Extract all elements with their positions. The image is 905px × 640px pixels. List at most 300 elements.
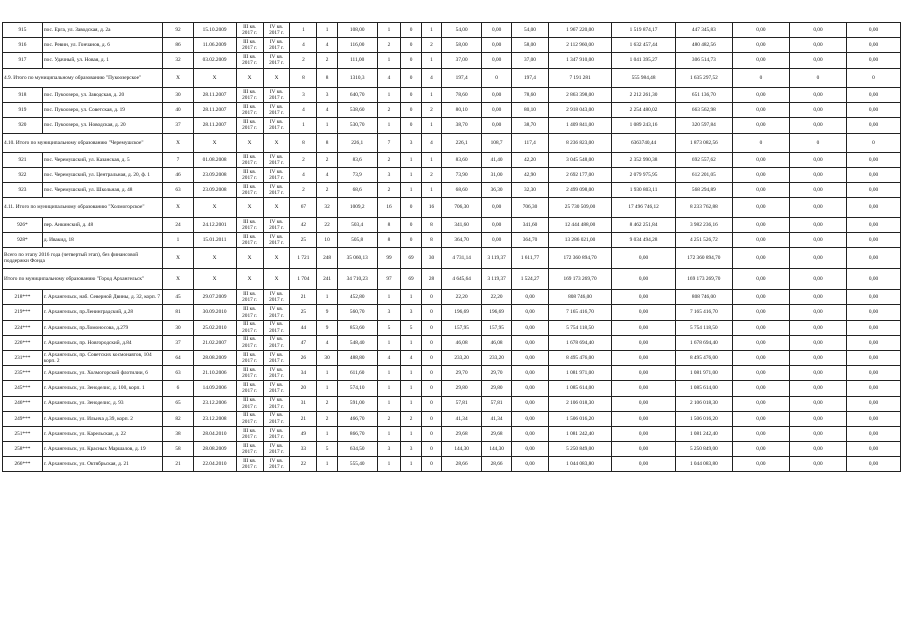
table-cell: 25 730 509,00 bbox=[548, 198, 612, 217]
table-cell: 4 bbox=[317, 335, 337, 350]
table-cell: 245*** bbox=[3, 381, 43, 396]
table-cell: 58 bbox=[163, 442, 193, 457]
table-cell: 0,00 bbox=[732, 457, 789, 472]
table-cell: 6 bbox=[163, 381, 193, 396]
table-cell: 1 678 694,40 bbox=[675, 335, 732, 350]
address-cell: г. Архангельск, пр. Советских космонавтов, 104 корп. 2 bbox=[42, 350, 163, 365]
table-cell: 8 bbox=[421, 233, 441, 248]
table-cell: 2 bbox=[377, 103, 401, 118]
table-cell: 0,00 bbox=[732, 183, 789, 198]
table-cell: X bbox=[193, 248, 236, 269]
table-cell: 3 bbox=[401, 133, 421, 152]
table-cell: 0,00 bbox=[789, 457, 846, 472]
table-cell: 0 bbox=[482, 68, 512, 87]
table-cell: 2 352 990,38 bbox=[612, 152, 676, 167]
table-cell: X bbox=[163, 198, 193, 217]
table-cell: III кв. 2017 г. bbox=[236, 396, 263, 411]
table-cell: 866,70 bbox=[337, 426, 377, 441]
table-cell: 4 bbox=[290, 168, 317, 183]
table-cell: 0,00 bbox=[789, 411, 846, 426]
table-cell: 23.09.2008 bbox=[193, 168, 236, 183]
table-cell: 21 bbox=[163, 457, 193, 472]
table-cell: III кв. 2017 г. bbox=[236, 168, 263, 183]
table-cell: 1 bbox=[377, 457, 401, 472]
table-cell: 0,00 bbox=[732, 442, 789, 457]
table-cell: 22,20 bbox=[482, 290, 512, 305]
table-cell: 1 721 bbox=[290, 248, 317, 269]
table-cell: 33 bbox=[290, 442, 317, 457]
table-cell: 0,00 bbox=[512, 366, 549, 381]
table-row bbox=[3, 168, 901, 183]
table-cell: 3 bbox=[377, 305, 401, 320]
table-cell: IV кв. 2017 г. bbox=[263, 53, 290, 68]
table-cell: X bbox=[236, 68, 263, 87]
table-cell: 37,00 bbox=[442, 53, 482, 68]
table-cell: 0,00 bbox=[789, 53, 846, 68]
table-cell: 1 bbox=[317, 426, 337, 441]
table-cell: 258*** bbox=[3, 442, 43, 457]
table-cell: 1 506 016,20 bbox=[548, 411, 612, 426]
table-cell: 1 044 083,80 bbox=[548, 457, 612, 472]
table-cell: 0,00 bbox=[732, 53, 789, 68]
table-cell: 8 495 476,00 bbox=[548, 350, 612, 365]
table-cell: 3 bbox=[401, 305, 421, 320]
table-cell: 4 bbox=[317, 103, 337, 118]
table-cell: 1 873 082,56 bbox=[675, 133, 732, 152]
table-cell: 2 918 043,00 bbox=[548, 103, 612, 118]
table-cell: IV кв. 2017 г. bbox=[263, 290, 290, 305]
table-cell: 0,00 bbox=[732, 168, 789, 183]
table-cell: 22,20 bbox=[442, 290, 482, 305]
total-label-cell: Итого по муниципальному образованию "Город Архангельск" bbox=[3, 269, 163, 290]
table-cell: 226,1 bbox=[337, 133, 377, 152]
table-cell: 78,60 bbox=[512, 87, 549, 102]
table-cell: 568 294,89 bbox=[675, 183, 732, 198]
table-cell: 1 bbox=[317, 23, 337, 38]
table-cell: 530,70 bbox=[337, 118, 377, 133]
table-cell: 0,00 bbox=[847, 217, 901, 232]
table-cell: 1 704 bbox=[290, 269, 317, 290]
table-cell: 1 081 971,00 bbox=[548, 366, 612, 381]
table-cell: 920 bbox=[3, 118, 43, 133]
table-cell: 0,00 bbox=[612, 290, 676, 305]
table-cell: 1 089 243,16 bbox=[612, 118, 676, 133]
table-cell: 0 bbox=[732, 68, 789, 87]
table-cell: 241 bbox=[317, 269, 337, 290]
table-cell: 116,00 bbox=[337, 38, 377, 53]
table-cell: 2 bbox=[290, 183, 317, 198]
table-cell: 4 bbox=[317, 168, 337, 183]
table-cell: 16 bbox=[377, 198, 401, 217]
table-cell: 923 bbox=[3, 183, 43, 198]
table-cell: 196,69 bbox=[442, 305, 482, 320]
table-cell: 0,00 bbox=[612, 426, 676, 441]
table-cell: 23.12.2008 bbox=[193, 411, 236, 426]
table-cell: 0,00 bbox=[732, 335, 789, 350]
table-row bbox=[3, 290, 901, 305]
table-cell: 37,00 bbox=[512, 53, 549, 68]
table-cell: 0,00 bbox=[847, 198, 901, 217]
table-cell: IV кв. 2017 г. bbox=[263, 103, 290, 118]
table-cell: 0 bbox=[421, 457, 441, 472]
table-cell: 44 bbox=[290, 320, 317, 335]
address-cell: пос. Черемушский, ул. Центральная, д. 20, ф. 1 bbox=[42, 168, 163, 183]
table-cell: 0,00 bbox=[512, 290, 549, 305]
table-cell: 0 bbox=[401, 118, 421, 133]
table-cell: 7 165 416,70 bbox=[675, 305, 732, 320]
table-cell: 3 119,37 bbox=[482, 248, 512, 269]
table-cell: 0 bbox=[421, 335, 441, 350]
table-cell: 25 bbox=[290, 305, 317, 320]
table-cell: 30 bbox=[317, 350, 337, 365]
table-cell: 42 bbox=[290, 217, 317, 232]
table-cell: 5 bbox=[317, 442, 337, 457]
table-cell: 29,70 bbox=[482, 366, 512, 381]
table-cell: IV кв. 2017 г. bbox=[263, 366, 290, 381]
table-cell: 480 482,56 bbox=[675, 38, 732, 53]
table-cell: 1 bbox=[401, 426, 421, 441]
table-cell: 82 bbox=[163, 411, 193, 426]
table-cell: 0,00 bbox=[482, 38, 512, 53]
table-cell: 7 bbox=[163, 152, 193, 167]
table-cell: 0,00 bbox=[789, 183, 846, 198]
table-row bbox=[3, 305, 901, 320]
table-cell: 0,00 bbox=[482, 233, 512, 248]
table-cell: 2 499 098,00 bbox=[548, 183, 612, 198]
table-cell: III кв. 2017 г. bbox=[236, 87, 263, 102]
table-cell: 0 bbox=[401, 217, 421, 232]
table-cell: 1 bbox=[317, 381, 337, 396]
table-cell: 01.08.2008 bbox=[193, 152, 236, 167]
total-label-cell: Всего по этапу 2016 года (четвертый этап), без финансовой поддержки Фонда bbox=[3, 248, 163, 269]
table-cell: 0 bbox=[401, 38, 421, 53]
table-cell: 4 bbox=[377, 68, 401, 87]
table-cell: 0,00 bbox=[732, 23, 789, 38]
table-cell: 22 bbox=[290, 457, 317, 472]
table-cell: 919 bbox=[3, 103, 43, 118]
table-cell: 0,00 bbox=[732, 320, 789, 335]
address-cell: г. Архангельск, ул. Красных Маршалов, д. 19 bbox=[42, 442, 163, 457]
table-cell: 2 106 018,30 bbox=[548, 396, 612, 411]
table-cell: 172 360 894,70 bbox=[548, 248, 612, 269]
table-cell: 1 bbox=[290, 118, 317, 133]
table-cell: 0,00 bbox=[612, 366, 676, 381]
table-cell: 1 bbox=[401, 396, 421, 411]
table-cell: 306 514,73 bbox=[675, 53, 732, 68]
table-cell: X bbox=[263, 68, 290, 87]
address-cell: пос. Пукоозеро, ул. Советская, д. 19 bbox=[42, 103, 163, 118]
table-cell: 92 bbox=[163, 23, 193, 38]
table-cell: X bbox=[193, 133, 236, 152]
table-cell: 2 bbox=[377, 411, 401, 426]
address-cell: д. Ивакид, 18 bbox=[42, 233, 163, 248]
table-cell: III кв. 2017 г. bbox=[236, 411, 263, 426]
table-cell: 917 bbox=[3, 53, 43, 68]
table-cell: 0 bbox=[789, 68, 846, 87]
table-cell: 172 360 894,70 bbox=[675, 248, 732, 269]
table-cell: 1 081 242,40 bbox=[548, 426, 612, 441]
table-cell: 0,00 bbox=[847, 290, 901, 305]
table-cell: 80,10 bbox=[442, 103, 482, 118]
table-row bbox=[3, 457, 901, 472]
table-cell: 21 bbox=[290, 411, 317, 426]
table-cell: IV кв. 2017 г. bbox=[263, 118, 290, 133]
table-cell: 0,00 bbox=[612, 396, 676, 411]
table-cell: 853,60 bbox=[337, 320, 377, 335]
table-cell: III кв. 2017 г. bbox=[236, 442, 263, 457]
table-cell: 0,00 bbox=[789, 290, 846, 305]
table-cell: 0 bbox=[421, 366, 441, 381]
table-cell: 0,00 bbox=[512, 411, 549, 426]
table-cell: III кв. 2017 г. bbox=[236, 305, 263, 320]
table-cell: 1 bbox=[421, 53, 441, 68]
table-cell: 73,9 bbox=[337, 168, 377, 183]
table-cell: 1 bbox=[421, 152, 441, 167]
table-cell: 45 bbox=[163, 290, 193, 305]
table-cell: X bbox=[163, 248, 193, 269]
table-cell: 9 034 494,28 bbox=[612, 233, 676, 248]
table-cell: 0 bbox=[732, 133, 789, 152]
table-cell: X bbox=[263, 198, 290, 217]
table-cell: 0,00 bbox=[847, 152, 901, 167]
table-cell: 341,60 bbox=[512, 217, 549, 232]
table-cell: 20 bbox=[290, 381, 317, 396]
table-cell: 108,00 bbox=[337, 23, 377, 38]
table-cell: 8 462 251,84 bbox=[612, 217, 676, 232]
table-cell: 0,00 bbox=[612, 381, 676, 396]
table-cell: 8 bbox=[421, 217, 441, 232]
table-cell: 0,00 bbox=[732, 87, 789, 102]
table-cell: 67 bbox=[290, 198, 317, 217]
table-cell: 692 557,62 bbox=[675, 152, 732, 167]
table-cell: X bbox=[193, 269, 236, 290]
table-cell: 8 bbox=[317, 133, 337, 152]
table-cell: 1 bbox=[401, 168, 421, 183]
table-cell: 7 bbox=[377, 133, 401, 152]
table-cell: 452,80 bbox=[337, 290, 377, 305]
table-cell: 41,34 bbox=[482, 411, 512, 426]
table-cell: 46 bbox=[163, 168, 193, 183]
table-cell: 0,00 bbox=[612, 320, 676, 335]
table-cell: 651 136,70 bbox=[675, 87, 732, 102]
table-cell: 0,00 bbox=[789, 152, 846, 167]
table-cell: 0,00 bbox=[847, 350, 901, 365]
table-cell: 28,66 bbox=[442, 457, 482, 472]
table-cell: 0,00 bbox=[789, 198, 846, 217]
table-cell: 4 bbox=[290, 103, 317, 118]
table-cell: 488,80 bbox=[337, 350, 377, 365]
table-cell: 0,00 bbox=[612, 305, 676, 320]
table-cell: 78,60 bbox=[442, 87, 482, 102]
address-cell: пос. Черемушский, ул. Школьная, д. 48 bbox=[42, 183, 163, 198]
table-cell: 0,00 bbox=[789, 168, 846, 183]
table-cell: 0 bbox=[421, 426, 441, 441]
table-cell: 320 597,84 bbox=[675, 118, 732, 133]
address-cell: г. Архангельск, ул. Холмогорской флотилии, 6 bbox=[42, 366, 163, 381]
table-cell: 0,00 bbox=[612, 411, 676, 426]
table-cell: 29.07.2009 bbox=[193, 290, 236, 305]
table-cell: 30.09.2010 bbox=[193, 305, 236, 320]
table-cell: 35 060,13 bbox=[337, 248, 377, 269]
address-cell: г. Архангельск, ул. Зеноделис, д. 100, корп. 1 bbox=[42, 381, 163, 396]
table-cell: 1 635 297,52 bbox=[675, 68, 732, 87]
table-cell: 233,20 bbox=[442, 350, 482, 365]
table-cell: 0,00 bbox=[612, 350, 676, 365]
table-cell: 28.04.2010 bbox=[193, 426, 236, 441]
table-row bbox=[3, 233, 901, 248]
table-row bbox=[3, 38, 901, 53]
table-cell: 1 bbox=[377, 426, 401, 441]
address-cell: г. Архангельск, пр. Новгородский, д.84 bbox=[42, 335, 163, 350]
table-cell: 0,00 bbox=[847, 335, 901, 350]
address-cell: пос. Ревин, ул. Гончанов, д. 6 bbox=[42, 38, 163, 53]
table-cell: 1 bbox=[421, 118, 441, 133]
table-row bbox=[3, 152, 901, 167]
table-cell: 37 bbox=[163, 335, 193, 350]
table-cell: 108,7 bbox=[482, 133, 512, 152]
table-cell: 69 bbox=[401, 248, 421, 269]
table-cell: 0,00 bbox=[789, 350, 846, 365]
table-cell: 0,00 bbox=[789, 38, 846, 53]
table-cell: 1009,2 bbox=[337, 198, 377, 217]
table-cell: 915 bbox=[3, 23, 43, 38]
table-cell: 1 085 614,00 bbox=[548, 381, 612, 396]
table-cell: 58,00 bbox=[512, 38, 549, 53]
table-cell: 0,00 bbox=[512, 426, 549, 441]
table-cell: X bbox=[193, 68, 236, 87]
table-cell: IV кв. 2017 г. bbox=[263, 87, 290, 102]
address-cell: г. Архангельск, ул. Зеноделис, д. 93 bbox=[42, 396, 163, 411]
table-cell: 1 bbox=[401, 183, 421, 198]
table-cell: 560,70 bbox=[337, 305, 377, 320]
table-cell: 157,95 bbox=[482, 320, 512, 335]
table-cell: 1 bbox=[401, 381, 421, 396]
table-cell: 0 bbox=[789, 133, 846, 152]
table-cell: 1 611,77 bbox=[512, 248, 549, 269]
table-cell: 1 bbox=[377, 53, 401, 68]
table-cell: 3 bbox=[290, 87, 317, 102]
table-cell: 2 bbox=[317, 396, 337, 411]
table-cell: 0 bbox=[401, 233, 421, 248]
table-cell: 32 bbox=[163, 53, 193, 68]
address-cell: пос. Ерга, ул. Заводская, д. 2а bbox=[42, 23, 163, 38]
table-cell: 0,00 bbox=[847, 233, 901, 248]
table-cell: 3 119,37 bbox=[482, 269, 512, 290]
table-cell: 1 524,27 bbox=[512, 269, 549, 290]
table-row bbox=[3, 248, 901, 269]
table-cell: 364,70 bbox=[442, 233, 482, 248]
table-cell: 0,00 bbox=[732, 118, 789, 133]
address-cell: пос. Удачный, ул. Новая, д. 1 bbox=[42, 53, 163, 68]
table-cell: 0,00 bbox=[732, 248, 789, 269]
table-cell: 1 bbox=[377, 396, 401, 411]
table-cell: IV кв. 2017 г. bbox=[263, 305, 290, 320]
table-cell: 3 045 548,00 bbox=[548, 152, 612, 167]
table-cell: 25.02.2010 bbox=[193, 320, 236, 335]
table-cell: 0,00 bbox=[847, 87, 901, 102]
table-cell: III кв. 2017 г. bbox=[236, 320, 263, 335]
table-cell: 47 bbox=[290, 335, 317, 350]
table-cell: 2 079 975,95 bbox=[612, 168, 676, 183]
table-cell: 41,34 bbox=[442, 411, 482, 426]
table-cell: 555 984,48 bbox=[612, 68, 676, 87]
table-cell: 68,60 bbox=[442, 183, 482, 198]
table-cell: 0,00 bbox=[732, 152, 789, 167]
table-cell: 63 bbox=[163, 183, 193, 198]
table-cell: 8 233 762,88 bbox=[675, 198, 732, 217]
table-cell: 612 201,05 bbox=[675, 168, 732, 183]
table-cell: 0 bbox=[401, 53, 421, 68]
table-cell: 0 bbox=[421, 411, 441, 426]
table-cell: 640,70 bbox=[337, 87, 377, 102]
address-cell: г. Архангельск, наб. Северной Двины, д. 32, корп. 7 bbox=[42, 290, 163, 305]
table-cell: 0 bbox=[421, 305, 441, 320]
table-cell: 0,00 bbox=[847, 426, 901, 441]
table-cell: 0,00 bbox=[847, 411, 901, 426]
table-cell: III кв. 2017 г. bbox=[236, 38, 263, 53]
table-row bbox=[3, 118, 901, 133]
table-cell: 1 967 220,00 bbox=[548, 23, 612, 38]
address-cell: пос. Черемушский, ул. Казанская, д. 5 bbox=[42, 152, 163, 167]
table-cell: 0 bbox=[847, 133, 901, 152]
table-cell: IV кв. 2017 г. bbox=[263, 350, 290, 365]
table-cell: 14.09.2006 bbox=[193, 381, 236, 396]
table-cell: 0 bbox=[421, 396, 441, 411]
table-cell: 0,00 bbox=[847, 442, 901, 457]
table-cell: 0,00 bbox=[847, 248, 901, 269]
table-cell: 0,00 bbox=[789, 23, 846, 38]
table-cell: 97 bbox=[377, 269, 401, 290]
table-cell: 2 bbox=[317, 53, 337, 68]
table-row bbox=[3, 381, 901, 396]
table-cell: 4 645,64 bbox=[442, 269, 482, 290]
table-cell: 30 bbox=[421, 248, 441, 269]
table-cell: 0 bbox=[421, 442, 441, 457]
table-cell: 86 bbox=[163, 38, 193, 53]
table-cell: 23.12.2006 bbox=[193, 396, 236, 411]
table-cell: 4 251 526,72 bbox=[675, 233, 732, 248]
table-cell: 1 bbox=[401, 290, 421, 305]
table-cell: 99 bbox=[377, 248, 401, 269]
table-row bbox=[3, 87, 901, 102]
table-cell: 144,30 bbox=[482, 442, 512, 457]
table-cell: 42,90 bbox=[512, 168, 549, 183]
table-cell: 1 bbox=[401, 457, 421, 472]
table-cell: 251*** bbox=[3, 426, 43, 441]
table-cell: 1 bbox=[401, 152, 421, 167]
table-cell: 197,4 bbox=[512, 68, 549, 87]
table-cell: 1 506 016,20 bbox=[675, 411, 732, 426]
table-cell: 28.11.2007 bbox=[193, 118, 236, 133]
table-cell: 31,00 bbox=[482, 168, 512, 183]
table-cell: 0,00 bbox=[612, 248, 676, 269]
table-cell: 466,70 bbox=[337, 411, 377, 426]
table-cell: 219*** bbox=[3, 305, 43, 320]
table-cell: 1 409 841,00 bbox=[548, 118, 612, 133]
table-cell: 1 081 971,00 bbox=[675, 366, 732, 381]
table-cell: 0,00 bbox=[732, 290, 789, 305]
table-cell: 235*** bbox=[3, 366, 43, 381]
table-row bbox=[3, 320, 901, 335]
table-row bbox=[3, 133, 901, 152]
table-cell: 29,70 bbox=[442, 366, 482, 381]
table-cell: 6363740,44 bbox=[612, 133, 676, 152]
table-cell: 5 250 849,00 bbox=[548, 442, 612, 457]
table-cell: 2 bbox=[421, 103, 441, 118]
table-cell: III кв. 2017 г. bbox=[236, 426, 263, 441]
table-cell: 1 bbox=[377, 290, 401, 305]
table-cell: 0,00 bbox=[732, 396, 789, 411]
